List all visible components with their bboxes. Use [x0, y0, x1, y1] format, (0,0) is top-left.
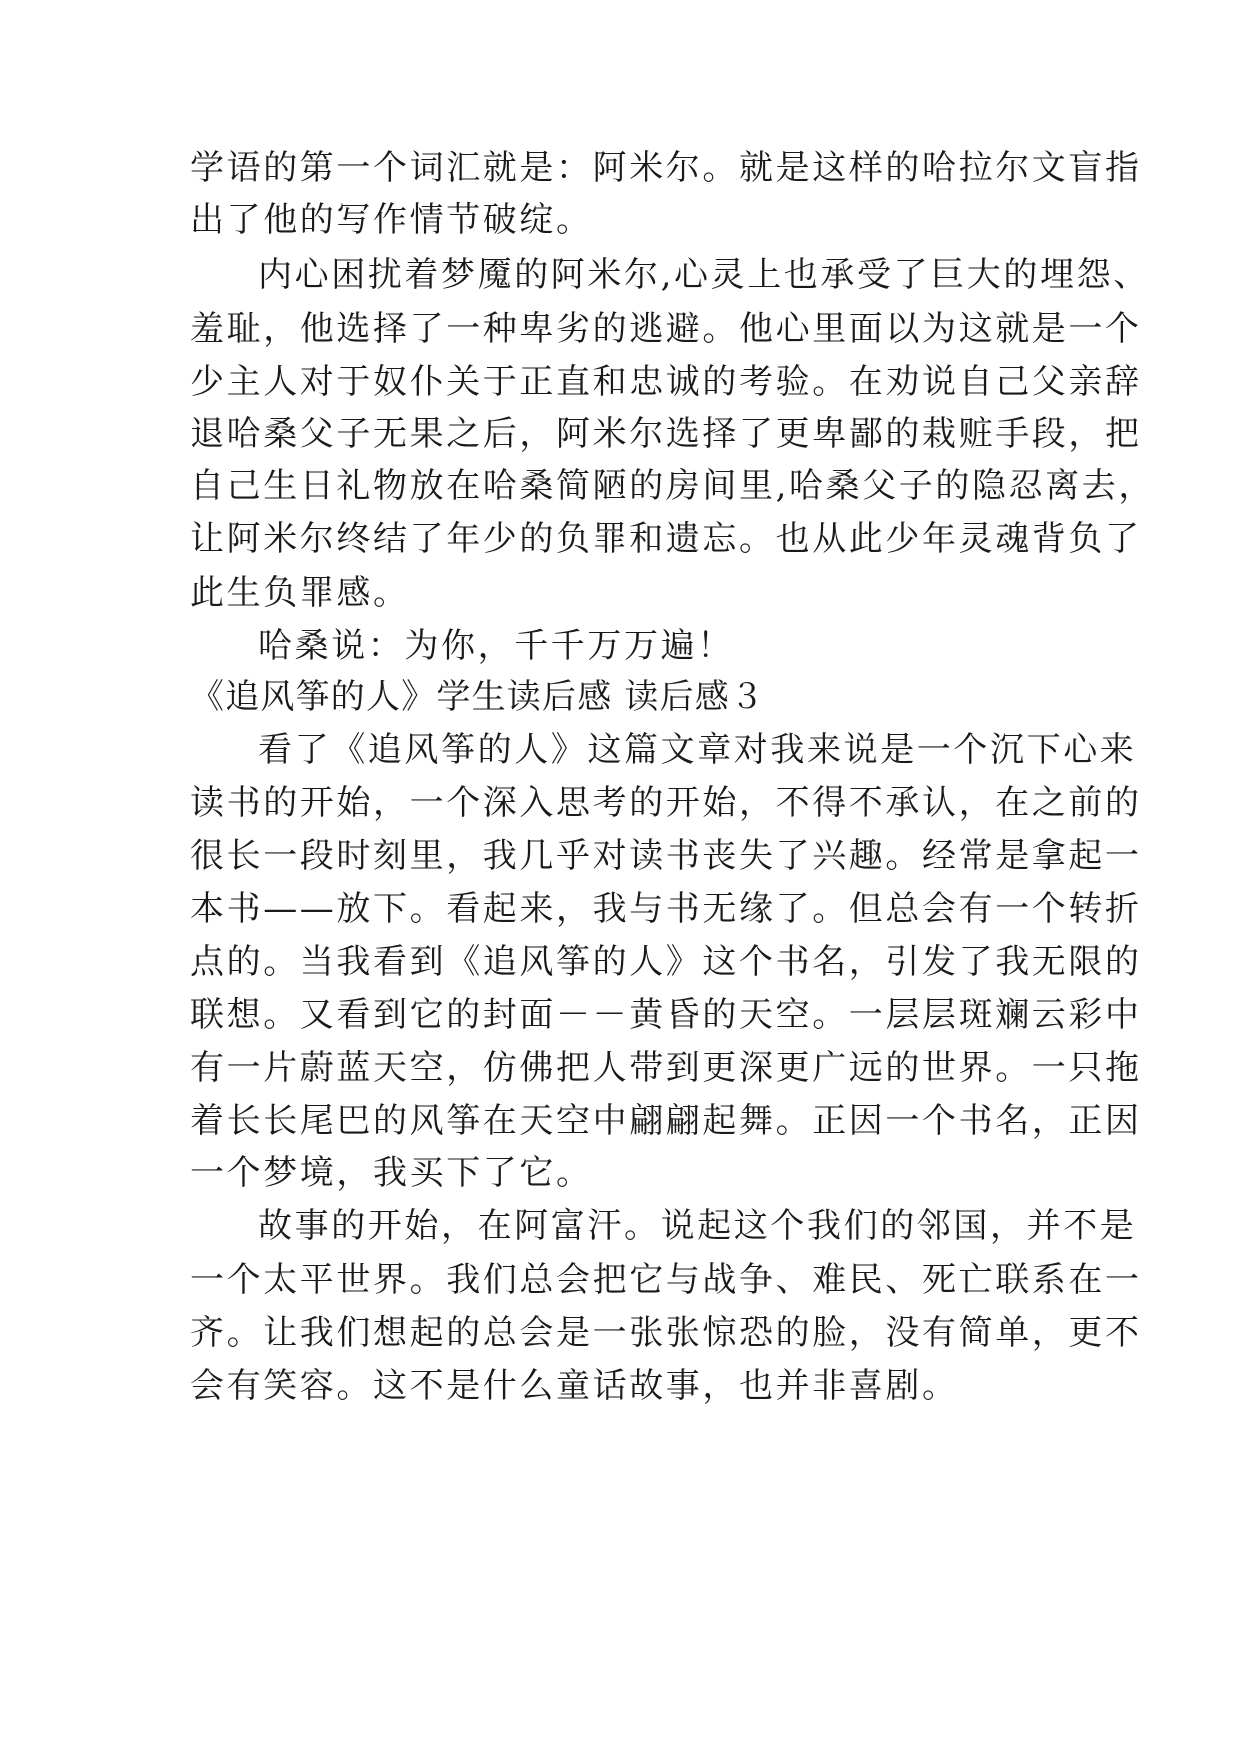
- paragraph-line: 一个太平世界。我们总会把它与战争、难民、死亡联系在一: [190, 1260, 1142, 1300]
- paragraph-line: 哈桑说：为你，千千万万遍！: [258, 626, 734, 666]
- paragraph-line: 此生负罪感。: [190, 573, 410, 613]
- paragraph-line: 着长长尾巴的风筝在天空中翩翩起舞。正因一个书名，正因: [190, 1101, 1142, 1141]
- paragraph-line: 看了《追风筝的人》这篇文章对我来说是一个沉下心来: [258, 730, 1137, 770]
- paragraph-line: 齐。让我们想起的总会是一张张惊恐的脸，没有简单，更不: [190, 1313, 1142, 1353]
- paragraph-line: 点的。当我看到《追风筝的人》这个书名，引发了我无限的: [190, 942, 1142, 982]
- paragraph-line: 内心困扰着梦魇的阿米尔,心灵上也承受了巨大的埋怨、: [258, 255, 1150, 295]
- paragraph-line: 本书——放下。看起来，我与书无缘了。但总会有一个转折: [190, 889, 1142, 929]
- paragraph-line: 联想。又看到它的封面－－黄昏的天空。一层层斑斓云彩中: [190, 995, 1142, 1035]
- paragraph-line: 会有笑容。这不是什么童话故事，也并非喜剧。: [190, 1366, 959, 1406]
- paragraph-line: 出了他的写作情节破绽。: [190, 200, 593, 240]
- paragraph-line: 羞耻，他选择了一种卑劣的逃避。他心里面以为这就是一个: [190, 309, 1142, 349]
- paragraph-line: 读书的开始，一个深入思考的开始，不得不承认，在之前的: [190, 783, 1142, 823]
- paragraph-line: 退哈桑父子无果之后，阿米尔选择了更卑鄙的栽赃手段，把: [190, 414, 1142, 454]
- paragraph-line: 少主人对于奴仆关于正直和忠诚的考验。在劝说自己父亲辞: [190, 362, 1142, 402]
- section-heading: 《追风筝的人》学生读后感 读后感３: [190, 677, 766, 717]
- paragraph-line: 学语的第一个词汇就是：阿米尔。就是这样的哈拉尔文盲指: [190, 148, 1142, 188]
- paragraph-line: 很长一段时刻里，我几乎对读书丧失了兴趣。经常是拿起一: [190, 836, 1142, 876]
- paragraph-line: 故事的开始，在阿富汗。说起这个我们的邻国，并不是: [258, 1206, 1137, 1246]
- paragraph-line: 让阿米尔终结了年少的负罪和遗忘。也从此少年灵魂背负了: [190, 519, 1142, 559]
- paragraph-line: 有一片蔚蓝天空，仿佛把人带到更深更广远的世界。一只拖: [190, 1048, 1142, 1088]
- paragraph-line: 一个梦境，我买下了它。: [190, 1153, 593, 1193]
- paragraph-line: 自己生日礼物放在哈桑简陋的房间里,哈桑父子的隐忍离去，: [190, 466, 1156, 506]
